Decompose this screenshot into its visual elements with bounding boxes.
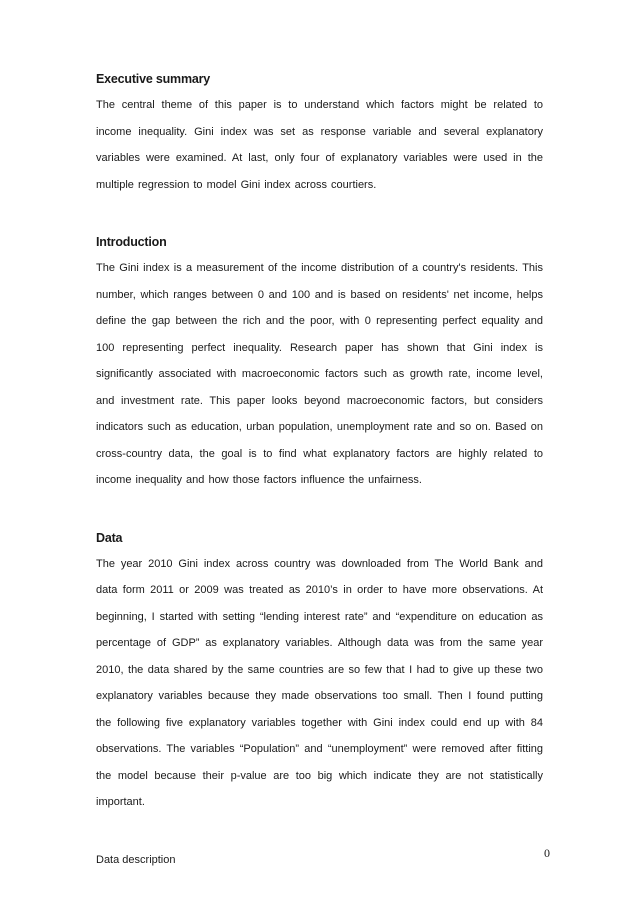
document-body [96,66,543,873]
data-description-caption: Data description [96,853,176,866]
data-paragraph: The year 2010 Gini index across country was downloaded from The World Bank and data form 2011 or 2009 was treated as 2010’s in order to have more observations. At beginning, I started with setting “lending interest rate” and “expenditure on education as percentage of GDP” as explanatory variables. Although data was from the same year 2010, the data shared by the same countries are so few that I had to give up these two explanatory variables because they made observations too small. Then I found putting the following five explanatory variables together with Gini index could end up with 84 observations. The variables “Population” and “unemployment” were removed after fitting the model because their p-value are too big which indicate they are not statistically important. [96,557,543,808]
section-spacer [96,494,543,525]
section-spacer [96,816,543,847]
introduction-heading: Introduction [96,235,167,249]
executive-summary-paragraph: The central theme of this paper is to understand which factors might be related to income inequality. Gini index was set as response variable and several explanatory variables were examined. At last, only four of explanatory variables were used in the multiple regression to model Gini index across courtiers. [96,99,543,191]
data-heading: Data [96,530,123,545]
introduction-paragraph: The Gini index is a measurement of the income distribution of a country's residents. This number, which ranges between 0 and 100 and is based on residents' net income, helps define the gap between the rich and the poor, with 0 representing perfect equality and 100 representing perfect inequality. Research paper has shown that Gini index is significantly associated with macroeconomic factors such as growth rate, income level, and investment rate. This paper looks beyond macroeconomic factors, but considers indicators such as education, urban population, unemployment rate and so on. Based on cross-country data, the goal is to find what explanatory factors are highly related to income inequality and how those factors influence the unfairness. [96,262,543,486]
executive-summary-heading: Executive summary [96,72,211,86]
page-number: 0 [544,846,550,860]
section-spacer [96,198,543,229]
